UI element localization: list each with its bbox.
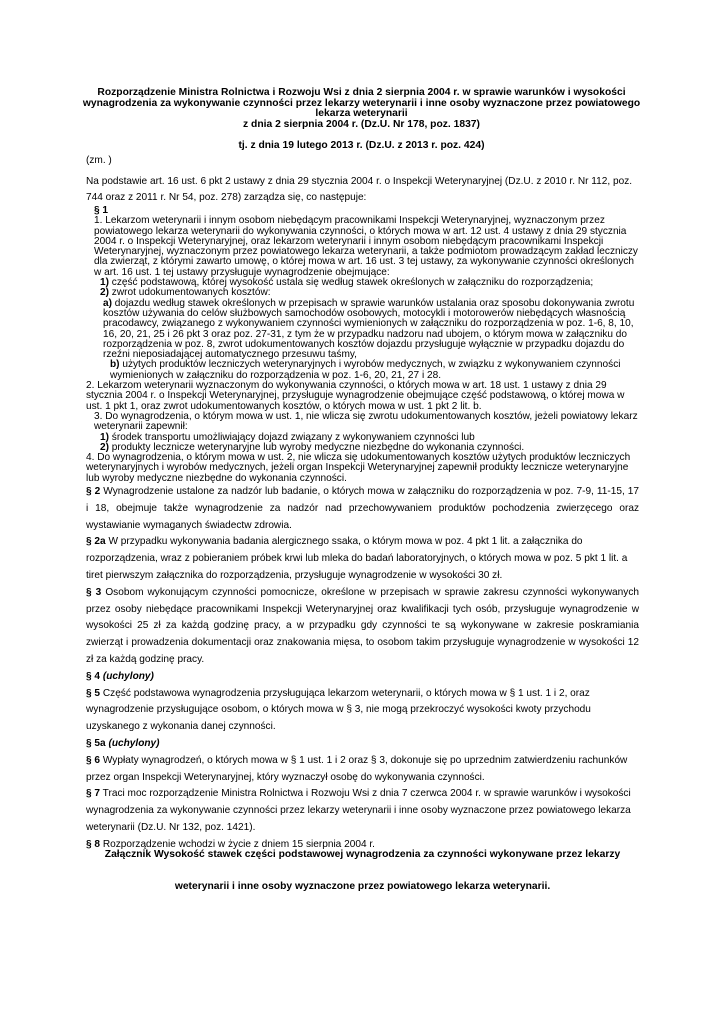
section-1-para-3: 3. Do wynagrodzenia, o którym mowa w ust. 1, nie wlicza się zwrotu udokumentowanych kosztów, jeżeli powiatowy lekarz weterynarii zapewnił: bbox=[94, 410, 638, 433]
document-title bbox=[80, 88, 643, 152]
section-1-mark: § 1 bbox=[94, 205, 109, 216]
section-3: § 3 Osobom wykonującym czynności pomocnicze, określone w przepisach w sprawie zakresu czynności wykonywanych przez osoby niebędące pracownikami Inspekcji Weterynaryjnej oraz kwalifikacji tych osób, przysługuje wynagrodzenie w wysokości 25 zł za każdą godzinę pracy, a w przypadku gdy czynności te są wykonywane w zakresie poskramiania zwierząt i prowadzenia dokumentacji oraz znakowania mięsa, to osobom takim przysługuje wynagrodzenie w wysokości 12 zł za każdą godzinę pracy. bbox=[86, 586, 639, 665]
amendments-note: (zm. ) bbox=[86, 155, 112, 166]
section-7: § 7 Traci moc rozporządzenie Ministra Rolnictwa i Rozwoju Wsi z dnia 7 czerwca 2004 r. w sprawie warunków i wysokości wynagrodzenia za wykonywanie czynności przez lekarzy weterynarii i inne osoby wyznaczone przez powiatowego lekarza weterynarii (Dz.U. Nr 132, poz. 1421). bbox=[86, 788, 631, 833]
section-1-letter-a: a) dojazdu według stawek określonych w przepisach w sprawie warunków ustalania oraz sposobu dokonywania zwrotu kosztów używania do celów służbowych samochodów osobowych, motocykli i motorowerów niebędących własnością pracodawcy, związanego z wykonywaniem czynności wymienionych w załączniku do rozporządzenia w poz. 1-6, 8, 10, 16, 20, 21, 25 i 26 pkt 3 oraz poz. 27-31, z tym że w przypadku nadzoru nad ubojem, o którym mowa w załączniku do rozporządzenia w poz. 8, zwrot udokumentowanych kosztów dojazdu przysługuje wyłącznie w przypadku dojazdu do rzeźni nieposiadającej automatycznego przesuwu taśmy, bbox=[103, 297, 635, 361]
title-line-1: Rozporządzenie Ministra Rolnictwa i Rozwoju Wsi z dnia 2 sierpnia 2004 r. w sprawie warunków i wysokości bbox=[97, 87, 626, 98]
section-1-para-4: 4. Do wynagrodzenia, o którym mowa w ust. 2, nie wlicza się udokumentowanych kosztów użytych produktów leczniczych weterynaryjnych i wyrobów medycznych, jeżeli organ Inspekcji Weterynaryjnej zapewnił produkty lecznicze weterynaryjne lub wyroby medyczne niezbędne do wykonania czynności. bbox=[86, 452, 631, 484]
section-1-item-1: 1) część podstawową, której wysokość ustala się według stawek określonych w załączniku do rozporządzenia; bbox=[100, 277, 594, 289]
section-2: § 2 Wynagrodzenie ustalone za nadzór lub badanie, o których mowa w załączniku do rozporządzenia w poz. 7-9, 11-15, 17 i 18, obejmuje także wynagrodzenie za nadzór nad przechowywaniem produktów pochodzenia zwierzęcego oraz wystawianie wymaganych świadectw zdrowia. bbox=[86, 486, 639, 531]
section-1-para-2: 2. Lekarzom weterynarii wyznaczonym do wykonywania czynności, o których mowa w art. 18 ust. 1 ustawy z dnia 29 stycznia 2004 r. o Inspekcji Weterynaryjnej, przysługuje wynagrodzenie obejmujące część podstawową, o której mowa w ust. 1 pkt 1, oraz zwrot udokumentowanych kosztów, o których mowa w ust. 1 pkt 2 lit. b. bbox=[86, 380, 625, 412]
section-1-item-2: 2) zwrot udokumentowanych kosztów: bbox=[100, 287, 271, 299]
section-8: § 8 Rozporządzenie wchodzi w życie z dniem 15 sierpnia 2004 r. bbox=[86, 838, 375, 850]
consolidated-text-note: tj. z dnia 19 lutego 2013 r. (Dz.U. z 2013 r. poz. 424) bbox=[238, 140, 485, 152]
annex-title-line-2: weterynarii i inne osoby wyznaczone przez powiatowego lekarza weterynarii. bbox=[174, 881, 551, 892]
section-1 bbox=[86, 206, 639, 484]
section-1-para-3-item-2: 2) produkty lecznicze weterynaryjne lub wyroby medyczne niezbędne do wykonania czynności. bbox=[100, 441, 525, 453]
section-1-letter-b: b) użytych produktów leczniczych weterynaryjnych i wyrobów medycznych, w związku z wykonywaniem czynności wymienionych w załączniku do rozporządzenia w poz. 1-6, 20, 21, 27 i 28. bbox=[110, 359, 621, 381]
preamble: Na podstawie art. 16 ust. 6 pkt 2 ustawy z dnia 29 stycznia 2004 r. o Inspekcji Weterynaryjnej (Dz.U. z 2010 r. Nr 112, poz. 744 oraz z 2011 r. Nr 54, poz. 278) zarządza się, co następuje: bbox=[86, 176, 633, 203]
title-line-2: wynagrodzenia za wykonywanie czynności przez lekarzy weterynarii i inne osoby wyznaczone przez powiatowego bbox=[82, 97, 641, 109]
document-body bbox=[86, 155, 639, 854]
section-4: § 4 (uchylony) bbox=[86, 670, 154, 682]
title-line-3: lekarza weterynarii bbox=[315, 108, 408, 120]
annex-title-line-1: Załącznik Wysokość stawek części podstawowej wynagrodzenia za czynności wykonywane przez lekarzy bbox=[104, 849, 621, 860]
section-2a: § 2a W przypadku wykonywania badania alergicznego ssaka, o którym mowa w poz. 4 pkt 1 lit. a załącznika do rozporządzenia, wraz z pobieraniem próbek krwi lub mleka do badań laboratoryjnych, o których mowa w poz. 5 pkt 1 lit. a tiret pierwszym załącznika do rozporządzenia, przysługuje wynagrodzenie w wysokości 30 zł. bbox=[86, 536, 628, 581]
section-1-para-1: 1. Lekarzom weterynarii i innym osobom niebędącym pracownikami Inspekcji Weterynaryjnej, wyznaczonym przez powiatowego lekarza weterynarii do wykonywania czynności, o których mowa w art. 12 ust. 4 ustawy z dnia 29 stycznia 2004 r. o Inspekcji Weterynaryjnej, oraz lekarzom weterynarii i innym osobom niebędącym pracownikami Inspekcji Weterynaryjnej, wyznaczonym przez powiatowego lekarza weterynarii, a także podmiotom prowadzącym zakład leczniczy dla zwierząt, z którymi zawarto umowę, o której mowa w art. 16 ust. 3 tej ustawy, za wykonywanie czynności określonych w art. 16 ust. 1 tej ustawy przysługuje wynagrodzenie obejmujące: bbox=[94, 215, 638, 278]
section-5a: § 5a (uchylony) bbox=[86, 737, 160, 749]
title-date: z dnia 2 sierpnia 2004 r. (Dz.U. Nr 178, poz. 1837) bbox=[243, 118, 480, 130]
section-6: § 6 Wypłaty wynagrodzeń, o których mowa w § 1 ust. 1 i 2 oraz § 3, dokonuje się po uprzednim zatwierdzeniu rachunków przez organ Inspekcji Weterynaryjnej, który wyznaczył osobę do wykonywania czynności. bbox=[86, 754, 628, 783]
section-1-para-3-item-1: 1) środek transportu umożliwiający dojazd związany z wykonywaniem czynności lub bbox=[100, 431, 475, 443]
section-5: § 5 Część podstawowa wynagrodzenia przysługująca lekarzom weterynarii, o których mowa w § 1 ust. 1 i 2, oraz wynagrodzenie przysługujące osobom, o których mowa w § 3, nie mogą przekroczyć wysokości kwoty przychodu uzyskanego z wykonania danej czynności. bbox=[86, 687, 591, 733]
